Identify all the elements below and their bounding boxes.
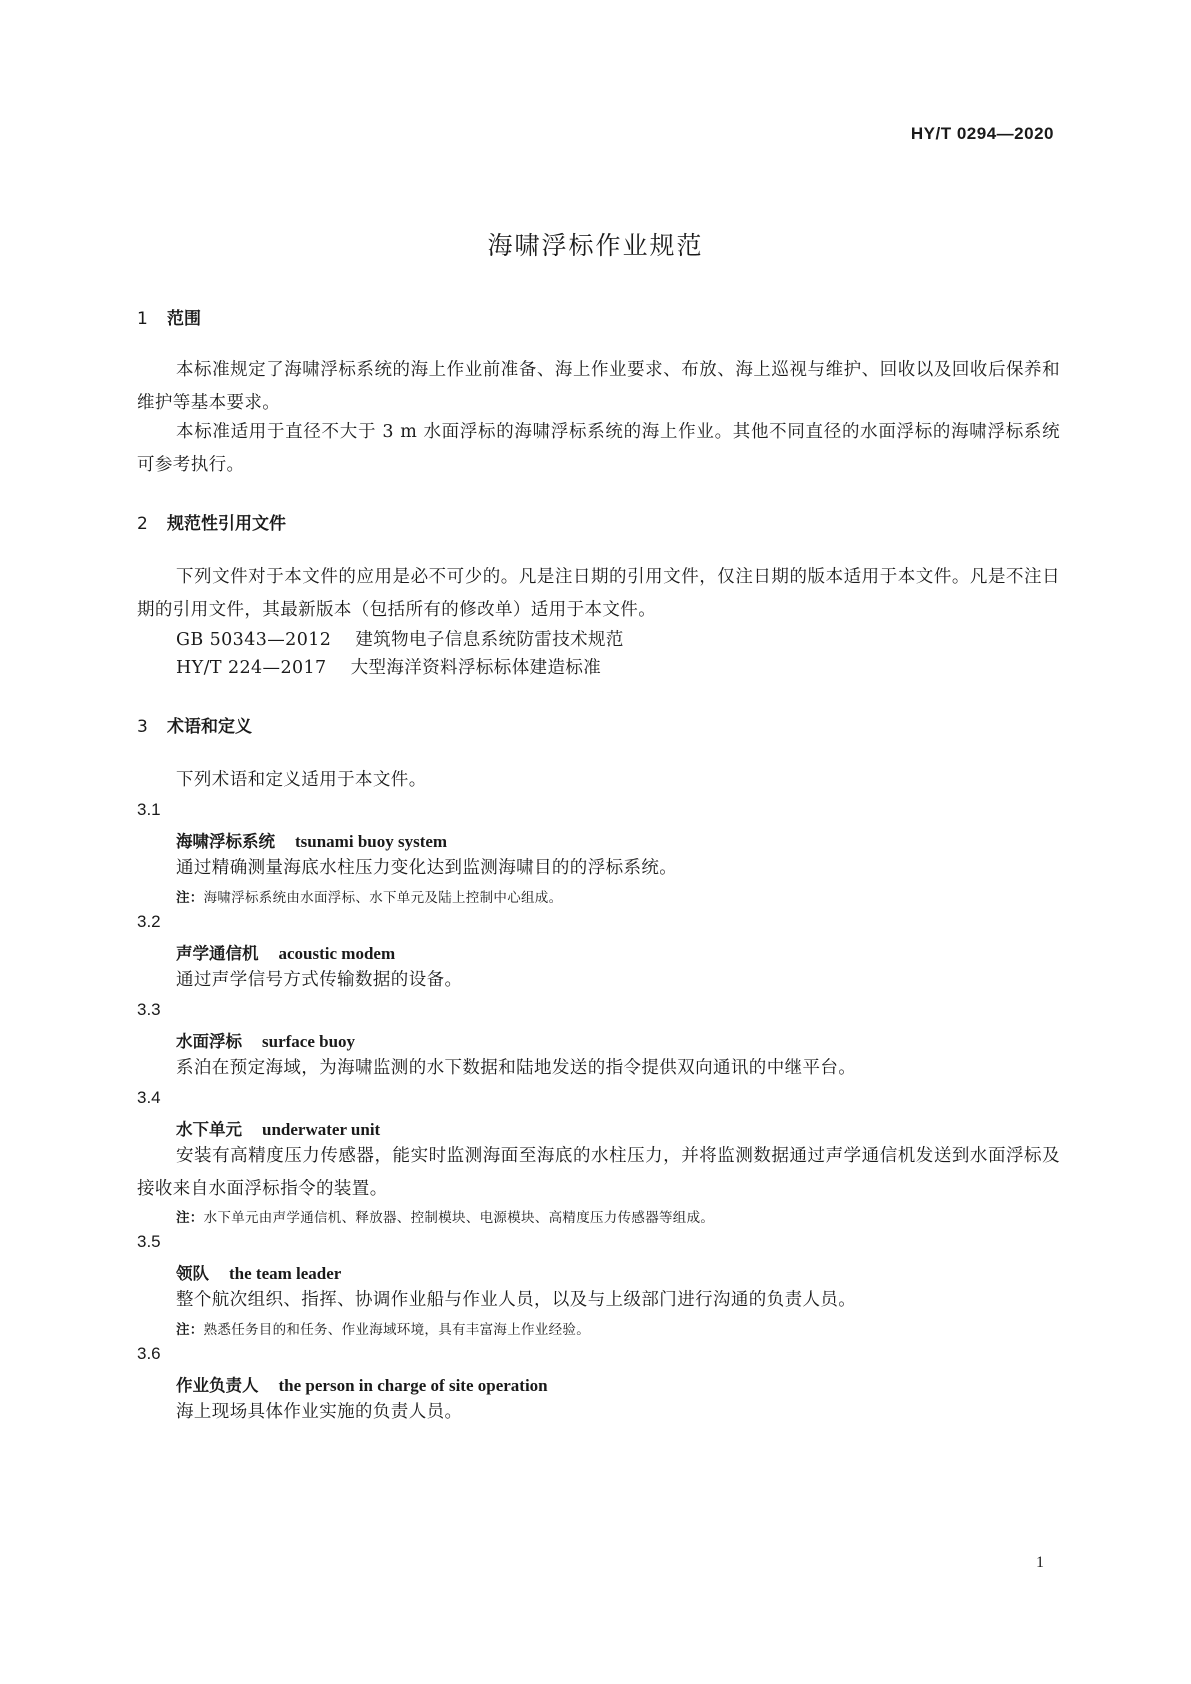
term-number: 3.1 — [137, 800, 161, 819]
term-heading — [176, 1260, 341, 1284]
note-text: 水下单元由声学通信机、释放器、控制模块、电源模块、高精度压力传感器等组成。 — [203, 1210, 715, 1226]
section-number: 2 — [137, 514, 148, 534]
section-1-heading — [137, 304, 201, 329]
term-number: 3.2 — [137, 912, 161, 931]
term-number: 3.3 — [137, 1000, 161, 1019]
term-definition: 海上现场具体作业实施的负责人员。 — [176, 1402, 463, 1422]
section-title: 规范性引用文件 — [167, 514, 286, 534]
term-en: underwater unit — [262, 1120, 381, 1139]
reference-code: HY/T 224—2017 — [176, 658, 327, 678]
reference-code: GB 50343—2012 — [176, 630, 332, 650]
term-number: 3.4 — [137, 1088, 161, 1107]
page-number: 1 — [1036, 1554, 1044, 1571]
term-en: tsunami buoy system — [295, 832, 448, 851]
term-heading — [176, 1372, 548, 1396]
normative-reference — [176, 654, 601, 679]
term-heading — [176, 1116, 380, 1140]
term-en: the team leader — [229, 1264, 342, 1283]
section-title: 范围 — [167, 309, 201, 329]
term-zh: 领队 — [176, 1264, 209, 1283]
term-definition: 安装有高精度压力传感器，能实时监测海面至海底的水柱压力，并将监测数据通过声学通信机发送到水面浮标及接收来自水面浮标指令的装置。 — [137, 1146, 1060, 1199]
term-heading — [176, 828, 447, 852]
reference-name: 建筑物电子信息系统防雷技术规范 — [355, 630, 624, 650]
term-definition: 通过声学信号方式传输数据的设备。 — [176, 970, 463, 990]
note-text: 熟悉任务目的和任务、作业海域环境，具有丰富海上作业经验。 — [203, 1322, 591, 1338]
term-note — [176, 1206, 714, 1226]
term-number: 3.5 — [137, 1232, 161, 1251]
section-number: 3 — [137, 717, 148, 737]
term-zh: 声学通信机 — [176, 944, 259, 963]
section-2-heading — [137, 509, 286, 534]
term-note — [176, 886, 562, 906]
term-definition: 整个航次组织、指挥、协调作业船与作业人员，以及与上级部门进行沟通的负责人员。 — [176, 1290, 857, 1310]
note-text: 海啸浮标系统由水面浮标、水下单元及陆上控制中心组成。 — [203, 890, 563, 906]
document-title: 海啸浮标作业规范 — [487, 231, 704, 260]
term-en: the person in charge of site operation — [278, 1376, 548, 1395]
normative-reference — [176, 626, 624, 651]
section-1-paragraph-2: 本标准适用于直径不大于 3 m 水面浮标的海啸浮标系统的海上作业。其他不同直径的水面浮标的海啸浮标系统可参考执行。 — [137, 422, 1060, 475]
section-3-intro: 下列术语和定义适用于本文件。 — [176, 770, 427, 790]
section-2-paragraph-1: 下列文件对于本文件的应用是必不可少的。凡是注日期的引用文件，仅注日期的版本适用于本文件。凡是不注日期的引用文件，其最新版本（包括所有的修改单）适用于本文件。 — [137, 567, 1060, 620]
term-definition: 通过精确测量海底水柱压力变化达到监测海啸目的的浮标系统。 — [176, 858, 678, 878]
term-heading — [176, 940, 395, 964]
section-1-paragraph-1: 本标准规定了海啸浮标系统的海上作业前准备、海上作业要求、布放、海上巡视与维护、回收以及回收后保养和维护等基本要求。 — [137, 360, 1060, 413]
term-zh: 作业负责人 — [176, 1376, 259, 1395]
term-number: 3.6 — [137, 1344, 161, 1363]
section-number: 1 — [137, 309, 148, 329]
term-note — [176, 1318, 590, 1338]
reference-name: 大型海洋资料浮标标体建造标准 — [350, 658, 602, 678]
term-en: acoustic modem — [278, 944, 396, 963]
term-zh: 水下单元 — [176, 1120, 242, 1139]
document-code: HY/T 0294—2020 — [910, 124, 1054, 143]
note-label: 注： — [176, 1322, 204, 1338]
term-zh: 海啸浮标系统 — [176, 832, 275, 851]
term-definition: 系泊在预定海域，为海啸监测的水下数据和陆地发送的指令提供双向通讯的中继平台。 — [176, 1058, 857, 1078]
note-label: 注： — [176, 1210, 204, 1226]
section-title: 术语和定义 — [167, 717, 252, 737]
section-3-heading — [137, 712, 252, 737]
note-label: 注： — [176, 890, 204, 906]
term-zh: 水面浮标 — [176, 1032, 242, 1051]
term-heading — [176, 1028, 355, 1052]
term-en: surface buoy — [262, 1032, 356, 1051]
